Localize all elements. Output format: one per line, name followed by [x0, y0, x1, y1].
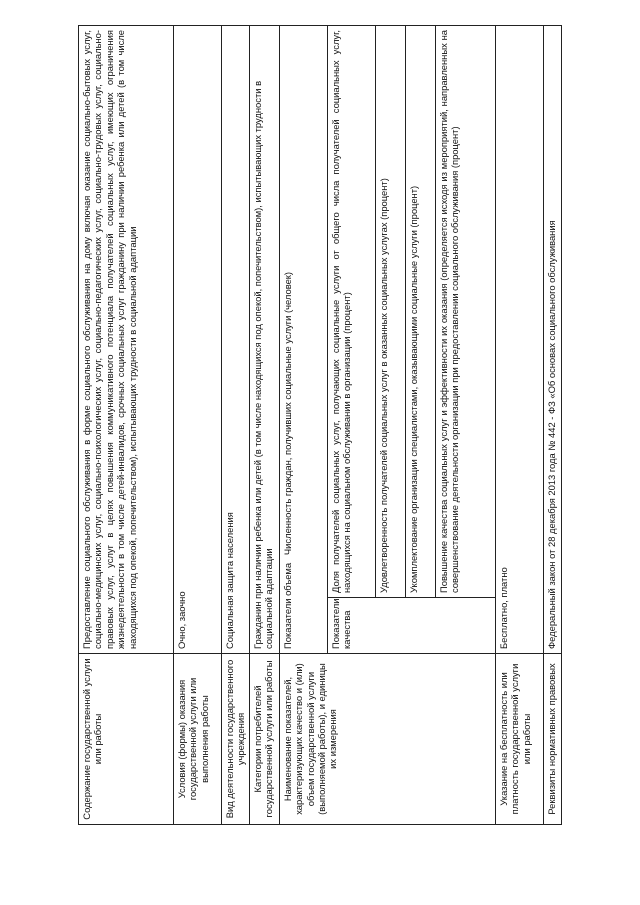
row-label-payment: Указание на бесплатность или платность государственной услуги или работы: [495, 654, 543, 825]
row-label-consumers: Категории потребителей государственной услуги или работы: [249, 654, 279, 825]
quality-indicator-1: Доля получателей социальных услуг, получающих социальные услуги от общего числа получателей социальных услуг, находящихся на социальном обслуживании в организации (процент): [327, 26, 375, 598]
row-value-conditions: Очно, заочно: [174, 26, 222, 654]
row-value-activity: Социальная защита населения: [222, 26, 250, 654]
row-value-legal: Федеральный закон от 28 декабря 2013 года № 442 - ФЗ «Об основах социального обслуживания: [543, 26, 561, 654]
table-row: [249, 26, 279, 825]
row-value-payment: Бесплатно, платно: [495, 26, 543, 654]
volume-value: Численность граждан, получивших социальные услуги (человек): [281, 271, 293, 556]
table-row: [174, 26, 222, 825]
table-row: [222, 26, 250, 825]
row-label-legal: Реквизиты нормативных правовых: [543, 654, 561, 825]
row-label-conditions: Условия (формы) оказания государственной услуги или выполнения работы: [174, 654, 222, 825]
table-row: [279, 26, 327, 825]
table-row: [79, 26, 174, 825]
row-label-content: Содержание государственной услуги или работы: [79, 654, 174, 825]
quality-label: Показатели качества: [327, 598, 495, 654]
row-value-consumers: Гражданин при наличии ребенка или детей (в том числе находящихся под опекой, попечительством), испытывающих трудности в социальной адаптации: [249, 26, 279, 654]
row-value-volume: [279, 26, 327, 654]
row-value-content: Предоставление социального обслуживания в форме социального обслуживания на дому включая оказание социально-бытовых услуг, социально-медицинских услуг, социально-психологических услуг, социально-педагогических услуг, социально-трудовых услуг, социально-правовых услуг, услуг в целях повышения коммуникативного потенциала получателей социальных услуг, имеющих ограничения жизнедеятельности в том числе детей-инвалидов, срочных социальных услуг гражданину при наличии ребенка или детей (в том числе находящихся под опекой, попечительством), испытывающих трудности в социальной адаптации: [79, 26, 174, 654]
volume-label: Показатели объема: [281, 562, 293, 649]
table-row: [543, 26, 561, 825]
row-label-activity: Вид деятельности государственного учреждения: [222, 654, 250, 825]
table-row: [495, 26, 543, 825]
quality-indicator-3: Укомплектование организации специалистами, оказывающими социальные услуги (процент): [405, 26, 435, 598]
quality-indicator-2: Удовлетворенность получателей социальных услуг в оказанных социальных услугах (процент): [375, 26, 405, 598]
service-table: [78, 25, 562, 825]
quality-indicator-4: Повышение качества социальных услуг и эффективности их оказания (определяется исходя из мероприятий, направленных на совершенствование деятельности организации при предоставлении социального обслуживания (процент): [435, 26, 495, 598]
row-label-indicators: Наименование показателей, характеризующих качество и (или) объем государственной услуги (выполняемой работы), и единицы их измерения: [279, 654, 495, 825]
